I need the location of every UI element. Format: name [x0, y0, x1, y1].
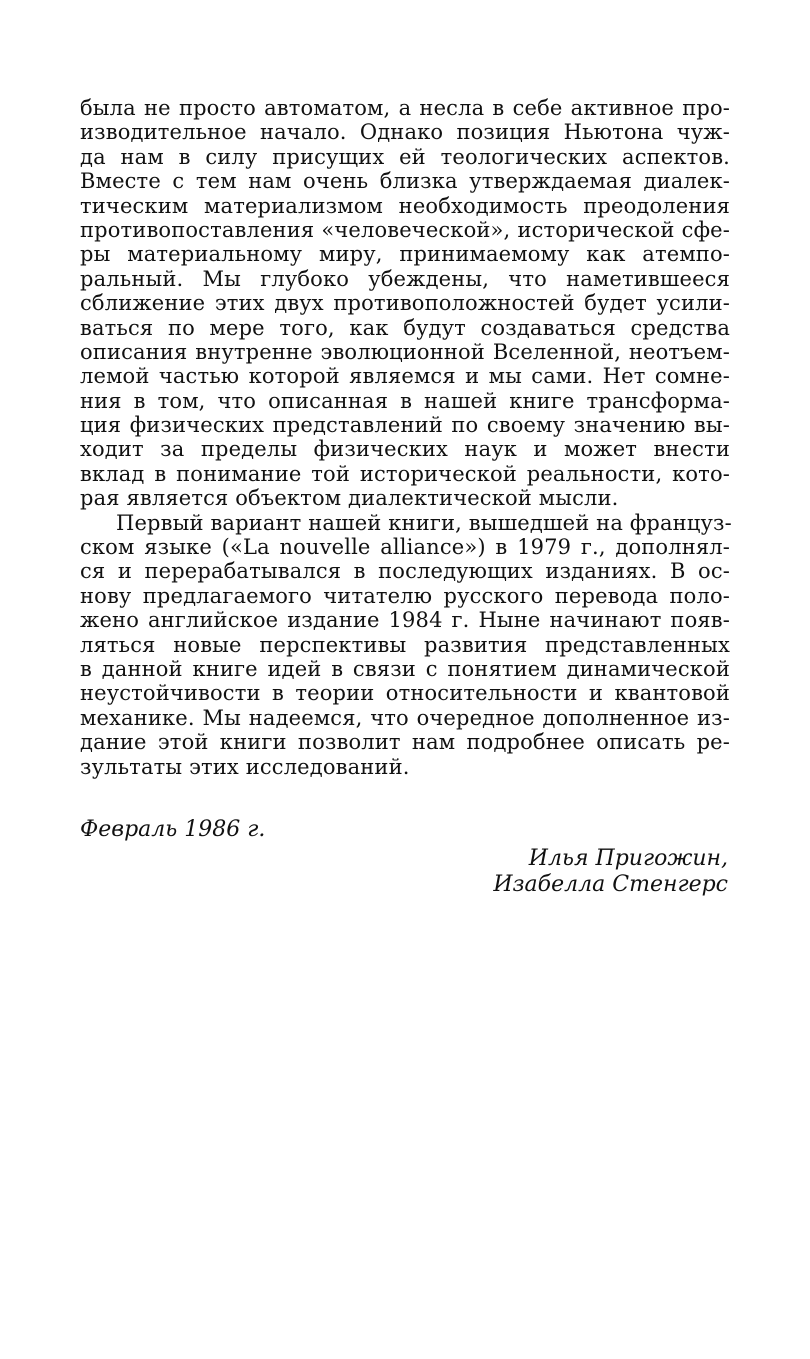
paragraph-1	[80, 96, 730, 511]
text-line: описания внутренне эволюционной Вселенной, неотъем-	[80, 339, 730, 364]
text-line: ском языке («La nouvelle alliance») в 1979 г., дополнял-	[80, 535, 730, 560]
text-line: в данной книге идей в связи с понятием динамической	[80, 656, 730, 681]
text-line: Вместе с тем нам очень близка утверждаемая диалек-	[80, 169, 730, 194]
signature	[493, 846, 728, 898]
text-line: Первый вариант нашей книги, вышедшей на француз-	[116, 510, 732, 535]
text-line: сближение этих двух противоположностей будет усили-	[80, 291, 730, 316]
text-line: ваться по мере того, как будут создаваться средства	[80, 315, 730, 340]
text-line: ходит за пределы физических наук и может внести	[80, 437, 730, 462]
text-line: противопоставления «человеческой», исторической сфе-	[80, 217, 730, 242]
text-line: зультаты этих исследований.	[80, 754, 410, 779]
text-line: ральный. Мы глубоко убеждены, что наметившееся	[80, 266, 730, 291]
author-name: Изабелла Стенгерс	[493, 872, 728, 897]
text-line: ция физических представлений по своему значению вы-	[80, 413, 730, 438]
text-line: нову предлагаемого читателю русского перевода поло-	[80, 583, 730, 608]
text-line: ния в том, что описанная в нашей книге трансформа-	[80, 388, 730, 413]
text-line: ляться новые перспективы развития представленных	[80, 632, 730, 657]
text-line: ся и перерабатывался в последующих изданиях. В ос-	[80, 559, 730, 584]
text-line: изводительное начало. Однако позиция Ньютона чуж-	[80, 120, 730, 145]
text-line: была не просто автоматом, а несла в себе активное про-	[80, 96, 730, 120]
paragraph-2	[80, 511, 730, 779]
text-line: механике. Мы надеемся, что очередное дополненное из-	[80, 705, 730, 730]
date-line: Февраль 1986 г.	[80, 817, 266, 842]
text-line: вклад в понимание той исторической реальности, кото-	[80, 461, 730, 486]
text-line: рая является объектом диалектической мысли.	[80, 486, 619, 511]
text-line: лемой частью которой являемся и мы сами. Нет сомне-	[80, 364, 730, 389]
text-line: дание этой книги позволит нам подробнее описать ре-	[80, 730, 730, 755]
text-line: тическим материализмом необходимость преодоления	[80, 193, 730, 218]
author-name: Илья Пригожин,	[528, 846, 728, 871]
page-body	[80, 96, 730, 779]
text-line: жено английское издание 1984 г. Ныне начинают появ-	[80, 608, 730, 633]
text-line: да нам в силу присущих ей теологических аспектов.	[80, 144, 730, 169]
text-line: неустойчивости в теории относительности и квантовой	[80, 681, 730, 706]
text-line: ры материальному миру, принимаемому как атемпо-	[80, 242, 730, 267]
